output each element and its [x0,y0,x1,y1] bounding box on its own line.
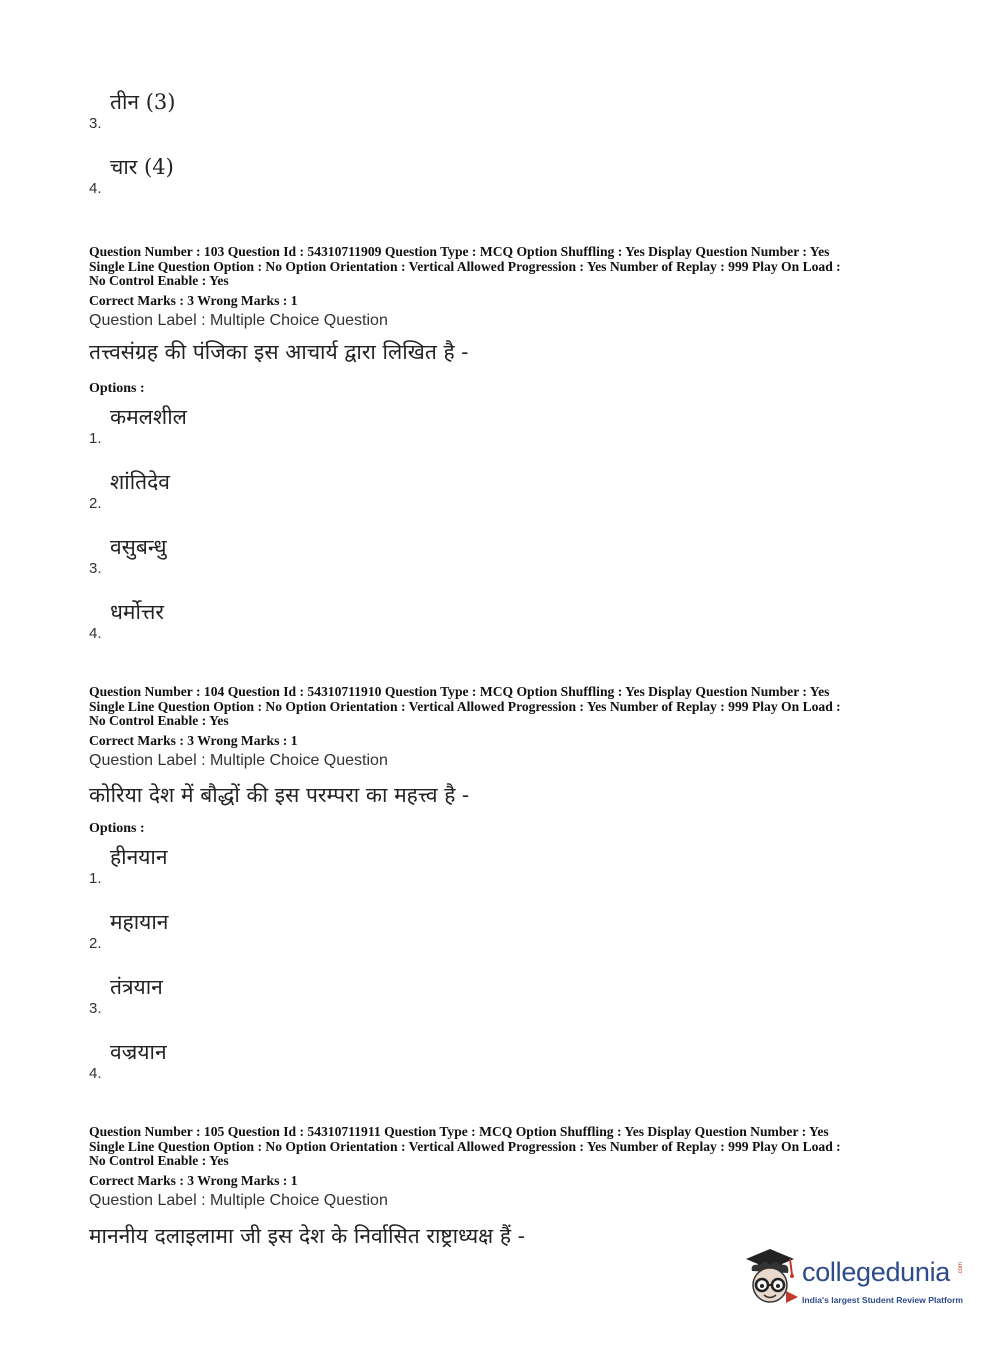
option-text: धर्मोत्तर [110,600,165,624]
option-text: महायान [110,910,169,934]
options-heading: Options : [89,381,145,396]
options-heading: Options : [89,821,145,836]
option-4 [89,598,389,642]
option-text: शांतिदेव [110,470,170,494]
mascot-icon [740,1245,800,1315]
option-3 [89,533,389,577]
question-label: Question Label : Multiple Choice Question [89,312,388,329]
collegedunia-logo [740,1245,970,1315]
option-number: 4. [89,180,102,197]
option-number: 1. [89,870,102,887]
metadata-line: Question Number : 104 Question Id : 54310711910 Question Type : MCQ Option Shuffling : Yes Display Question Number : Yes [89,684,830,699]
metadata-line: Single Line Question Option : No Option Orientation : Vertical Allowed Progression : Yes Number of Replay : 999 Play On Load : [89,698,841,714]
metadata-line: No Control Enable : Yes [89,273,229,289]
question-label: Question Label : Multiple Choice Question [89,752,388,769]
question-text: कोरिया देश में बौद्धों की इस परम्परा का महत्त्व है - [89,783,470,807]
marks-info: Correct Marks : 3 Wrong Marks : 1 [89,1173,298,1188]
question-metadata [89,245,919,289]
marks-info: Correct Marks : 3 Wrong Marks : 1 [89,733,298,748]
marks-info: Correct Marks : 3 Wrong Marks : 1 [89,293,298,308]
option-1 [89,843,389,887]
question-label: Question Label : Multiple Choice Question [89,1192,388,1209]
question-text: तत्त्वसंग्रह की पंजिका इस आचार्य द्वारा लिखित है - [89,340,469,364]
option-number: 4. [89,625,102,642]
metadata-line: No Control Enable : Yes [89,713,229,729]
metadata-line: Single Line Question Option : No Option Orientation : Vertical Allowed Progression : Yes Number of Replay : 999 Play On Load : [89,1138,841,1154]
option-text: तीन (3) [110,90,176,114]
option-2 [89,908,389,952]
option-1 [89,403,389,447]
brand-tagline: India's largest Student Review Platform [802,1295,964,1305]
option-number: 1. [89,430,102,447]
metadata-line: Question Number : 103 Question Id : 54310711909 Question Type : MCQ Option Shuffling : Yes Display Question Number : Yes [89,244,830,259]
question-metadata [89,1125,919,1169]
option-number: 3. [89,1000,102,1017]
metadata-line: No Control Enable : Yes [89,1153,229,1169]
option-2 [89,468,389,512]
option-text: चार (4) [110,155,174,179]
option-number: 2. [89,495,102,512]
option-number: 3. [89,560,102,577]
metadata-line: Single Line Question Option : No Option Orientation : Vertical Allowed Progression : Yes Number of Replay : 999 Play On Load : [89,258,841,274]
option-3 [89,973,389,1017]
prev-option-4 [89,153,389,197]
question-metadata [89,685,919,729]
option-number: 2. [89,935,102,952]
question-text: माननीय दलाइलामा जी इस देश के निर्वासित राष्ट्राध्यक्ष हैं - [89,1224,525,1248]
option-number: 3. [89,115,102,132]
option-text: कमलशील [110,405,187,429]
option-4 [89,1038,389,1082]
metadata-line: Question Number : 105 Question Id : 54310711911 Question Type : MCQ Option Shuffling : Yes Display Question Number : Yes [89,1124,829,1139]
option-text: हीनयान [110,845,168,869]
brand-domain: .com [958,1261,964,1275]
option-text: वसुबन्धु [110,535,167,559]
option-text: वज्रयान [110,1040,167,1064]
prev-option-3 [89,88,389,132]
brand-name: collegedunia [802,1257,951,1287]
option-number: 4. [89,1065,102,1082]
option-text: तंत्रयान [110,975,163,999]
